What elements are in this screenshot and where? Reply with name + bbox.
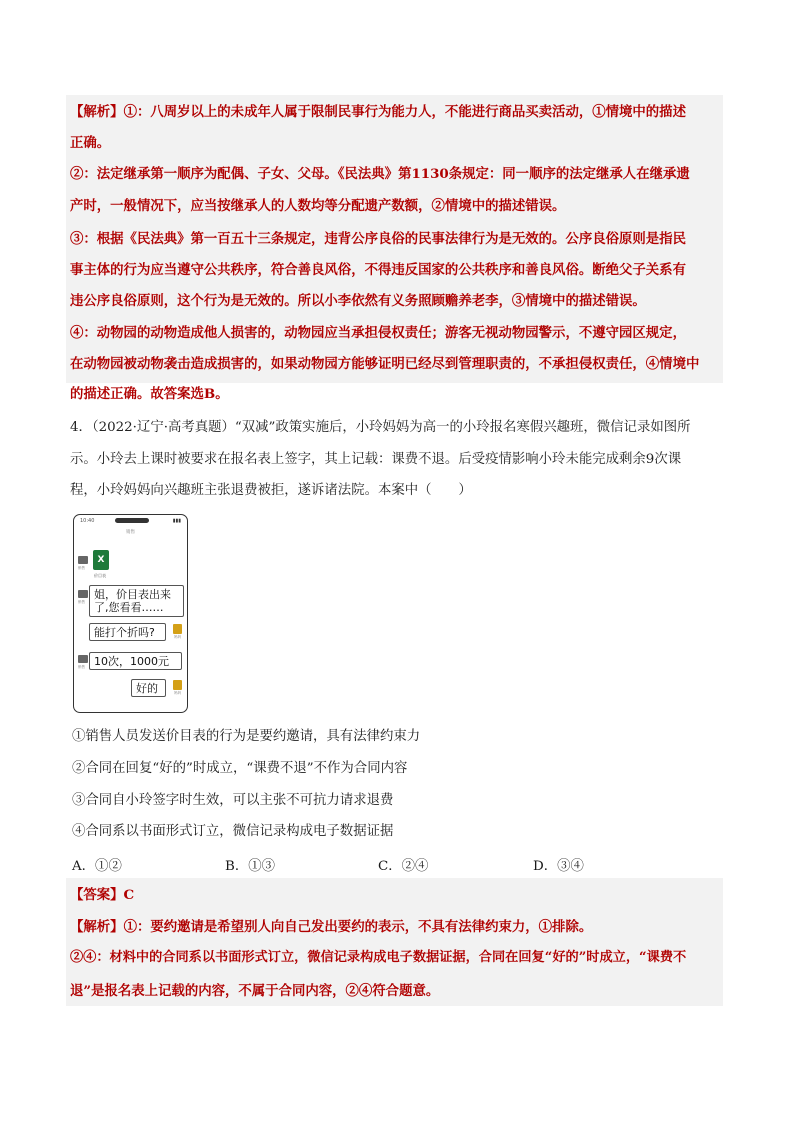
choice-c: C．②④ <box>378 859 429 874</box>
choice-b: B．①③ <box>225 859 276 874</box>
analysis-line: 违公序良俗原则，这个行为是无效的。所以小李依然有义务照顾赡养老李，③情境中的描述错误。 <box>70 293 646 309</box>
mom-label: 妈妈 <box>174 635 181 639</box>
excel-file-icon: X <box>93 550 109 570</box>
mom-avatar-icon <box>173 680 182 690</box>
phone-notch <box>115 518 149 523</box>
sales-label: 销售 <box>78 566 85 570</box>
analysis-line: 的描述正确。故答案选B。 <box>70 386 229 402</box>
question-text: 程，小玲妈妈向兴趣班主张退费被拒，遂诉诸法院。本案中（ ） <box>70 483 472 498</box>
option-statement: ④合同系以书面形式订立，微信记录构成电子数据证据 <box>72 824 394 839</box>
status-time: 10:40 <box>80 518 95 524</box>
question-text: 示。小玲去上课时被要求在报名表上签字，其上记载：课费不退。后受疫情影响小玲未能完成剩余9次课 <box>70 452 682 467</box>
option-statement: ③合同自小玲签字时生效，可以主张不可抗力请求退费 <box>72 793 394 808</box>
sales-avatar-icon <box>78 556 88 564</box>
mom-label: 妈妈 <box>174 691 181 695</box>
sales-label: 销售 <box>78 665 85 669</box>
chat-bubble-mom: 好的 <box>131 679 166 697</box>
option-statement: ②合同在回复“好的”时成立，“课费不退”不作为合同内容 <box>72 761 408 776</box>
analysis-line: 产时，一般情况下，应当按继承人的人数均等分配遗产数额，②情境中的描述错误。 <box>70 198 566 214</box>
answer-analysis-line: 【解析】①：要约邀请是希望别人向自己发出要约的表示，不具有法律约束力，①排除。 <box>70 919 593 935</box>
analysis-label: 【解析】 <box>70 104 124 120</box>
analysis-line: 在动物园被动物袭击造成损害的，如果动物园方能够证明已经尽到管理职责的，不承担侵权责任，④情境中 <box>70 356 700 372</box>
chat-bubble-sales: 10次，1000元 <box>89 652 182 670</box>
chat-bubble-mom: 能打个折吗? <box>89 623 166 641</box>
answer-analysis-line: 退”是报名表上记载的内容，不属于合同内容，②④符合题意。 <box>70 983 440 999</box>
mom-avatar-icon <box>173 624 182 634</box>
sales-label: 销售 <box>78 600 85 604</box>
analysis-line: ④：动物园的动物造成他人损害的，动物园应当承担侵权责任；游客无视动物园警示，不遵守园区规定， <box>70 325 686 341</box>
choice-d: D．③④ <box>533 859 584 874</box>
answer-label: 【答案】C <box>70 887 135 903</box>
option-statement: ①销售人员发送价目表的行为是要约邀请，具有法律约束力 <box>72 729 421 744</box>
analysis-line: 正确。 <box>70 135 111 151</box>
analysis-line: ③：根据《民法典》第一百五十三条规定，违背公序良俗的民事法律行为是无效的。公序良俗原则是指民 <box>70 231 686 247</box>
analysis-label: 【解析】 <box>70 919 124 935</box>
excel-file-label: 价目表 <box>94 573 106 578</box>
question-text: 4．（2022·辽宁·高考真题）“双减”政策实施后，小玲妈妈为高一的小玲报名寒假兴趣班，微信记录如图所 <box>70 420 691 435</box>
signal-icon: ▮▮▮ <box>172 518 181 524</box>
analysis-line: 【解析】①：八周岁以上的未成年人属于限制民事行为能力人，不能进行商品买卖活动，①情境中的描述 <box>70 104 686 120</box>
choice-a: A．①② <box>72 859 122 874</box>
analysis-line: 事主体的行为应当遵守公共秩序，符合善良风俗，不得违反国家的公共秩序和善良风俗。断绝父子关系有 <box>70 262 686 278</box>
chat-bubble-sales: 姐，价目表出来了,您看看…… <box>89 585 184 617</box>
chat-title: 销售 <box>126 530 135 535</box>
sales-avatar-icon <box>78 590 88 598</box>
sales-avatar-icon <box>78 655 88 663</box>
answer-analysis-line: ②④：材料中的合同系以书面形式订立，微信记录构成电子数据证据，合同在回复“好的”时成立，“课费不 <box>70 950 687 965</box>
analysis-line: ②：法定继承第一顺序为配偶、子女、父母。《民法典》第1130条规定：同一顺序的法定继承人在继承遗 <box>70 166 690 182</box>
